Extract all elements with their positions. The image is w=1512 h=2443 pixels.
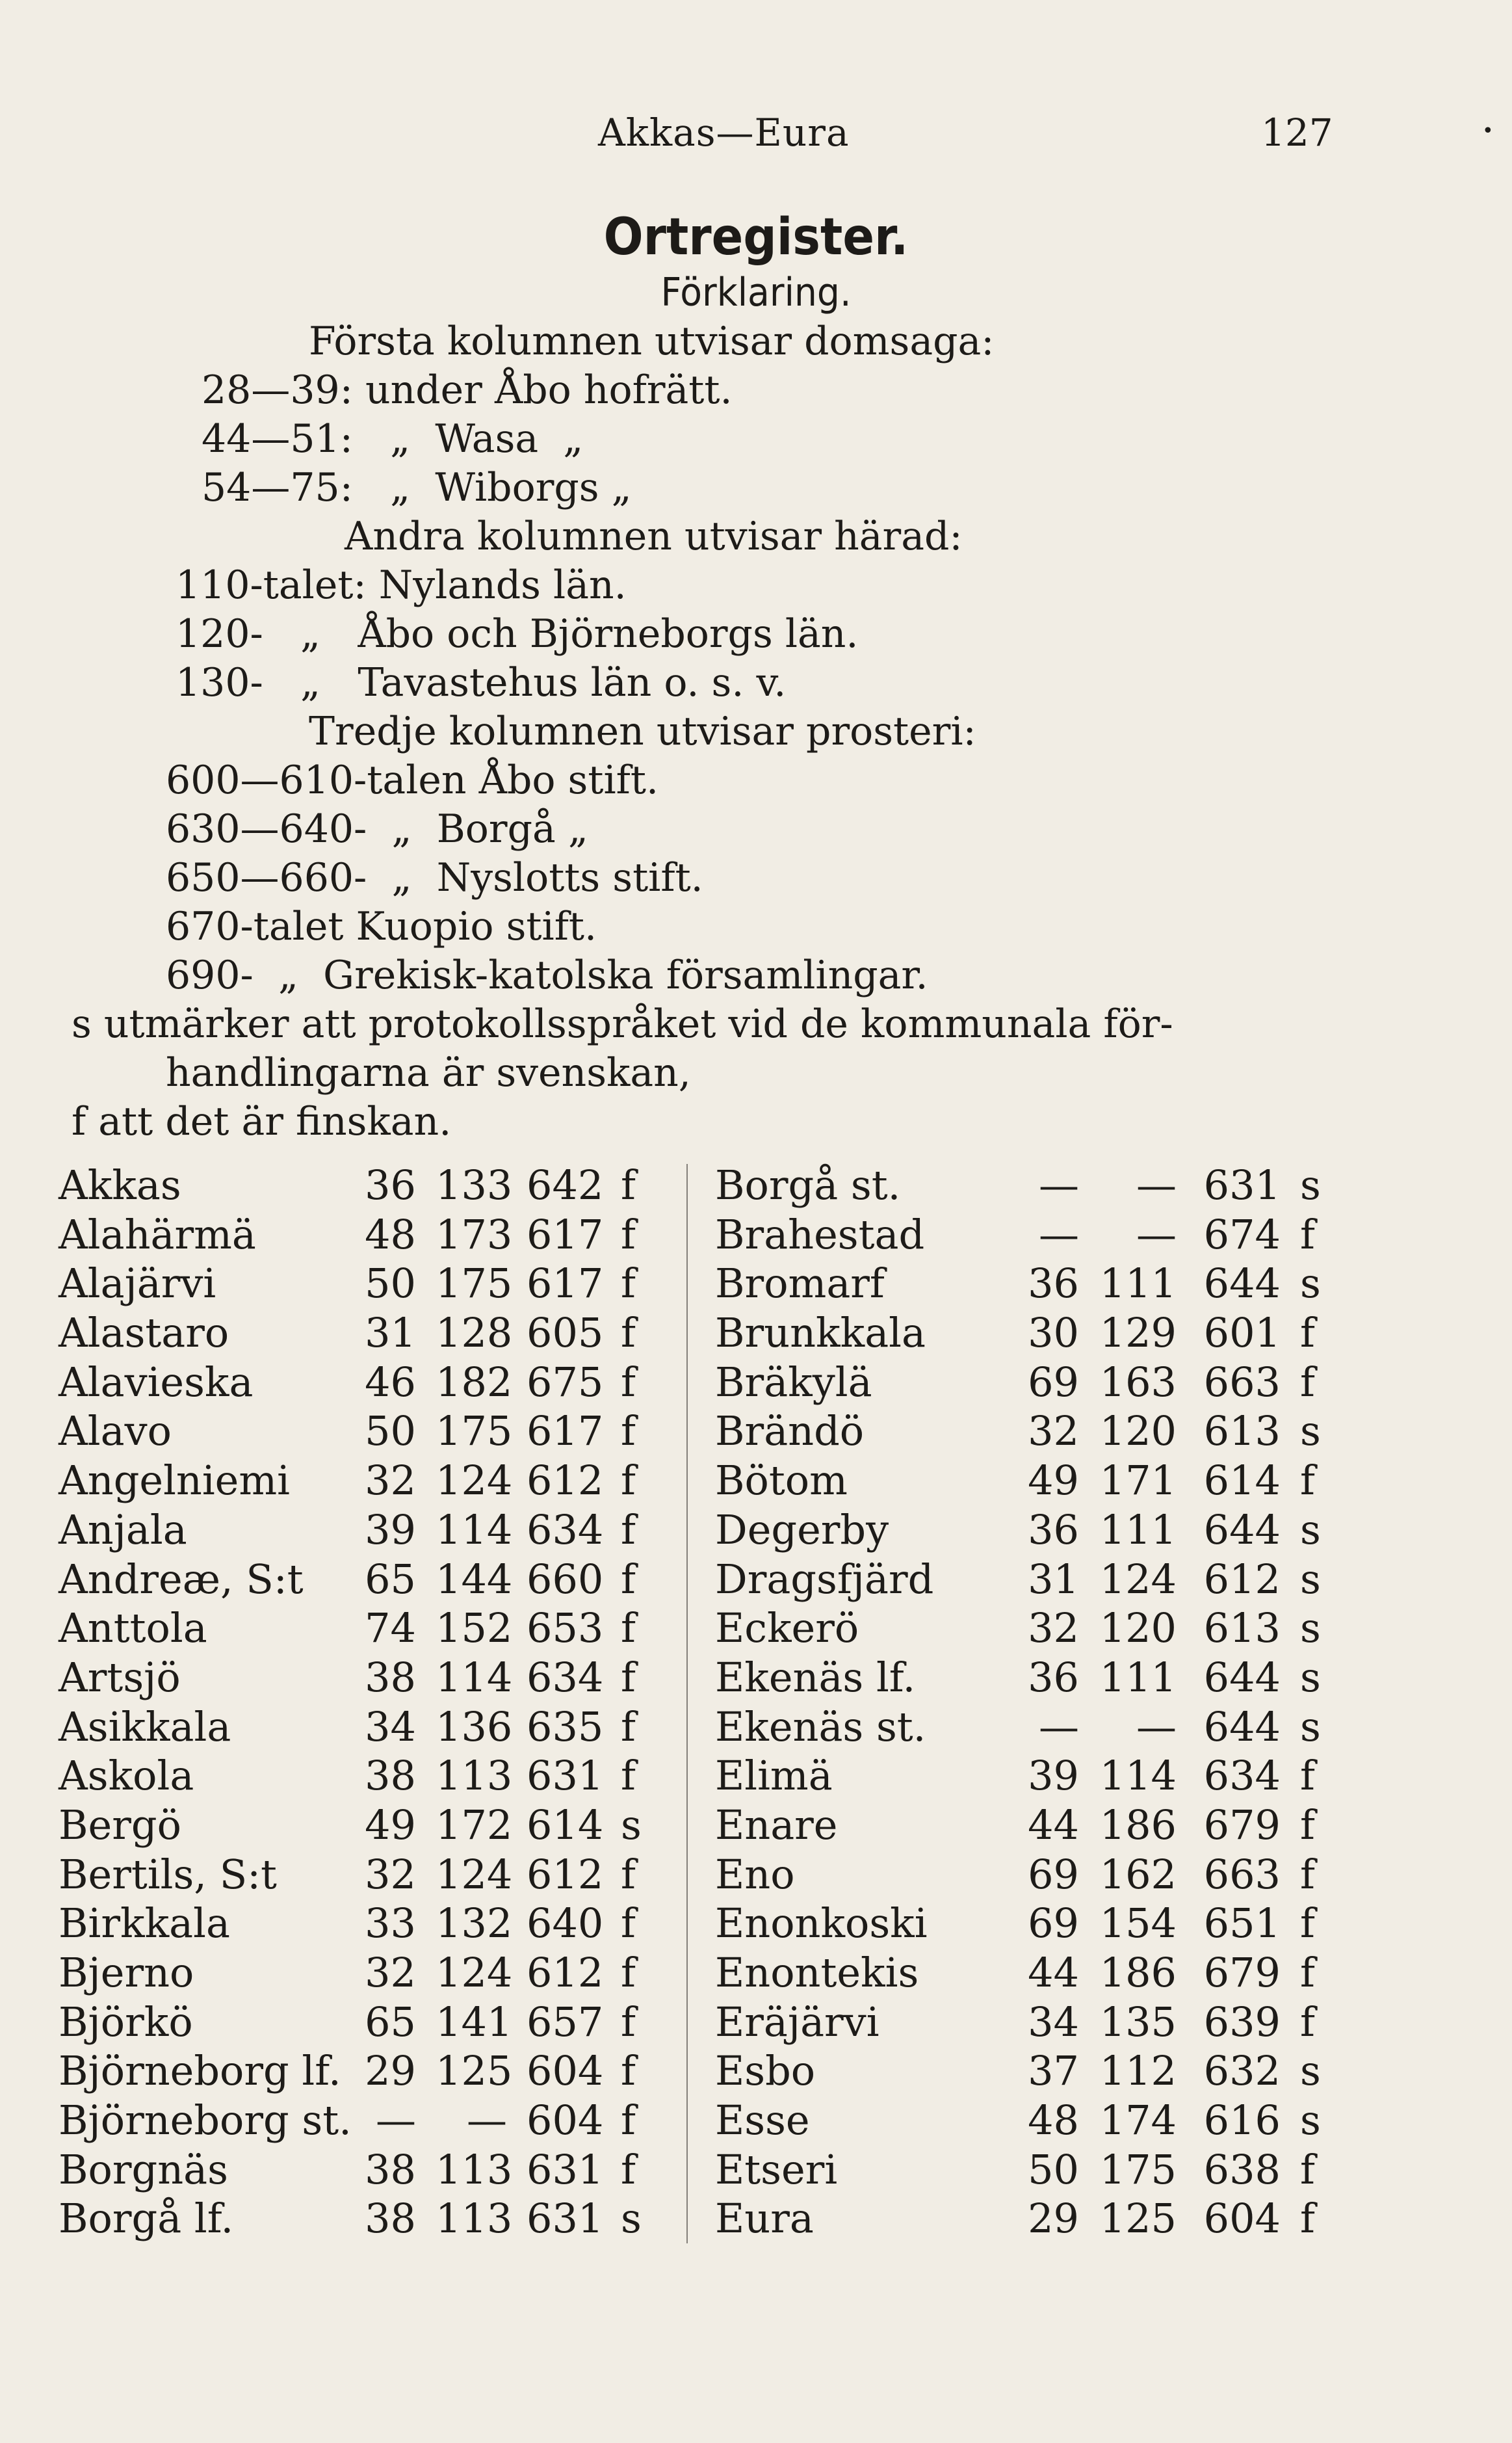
prosteri-number: 639 [1203, 1998, 1281, 2046]
language-code: f [621, 1260, 636, 1308]
domsaga-number: 31 [1028, 1555, 1079, 1603]
harad-number: 114 [1099, 1752, 1177, 1800]
register-row [59, 1406, 663, 1456]
register-row [715, 1210, 1463, 1260]
domsaga-number: 36 [1028, 1505, 1079, 1553]
prosteri-number: 651 [1203, 1899, 1281, 1948]
harad-number: 186 [1099, 1801, 1177, 1849]
domsaga-number: 46 [365, 1358, 416, 1406]
place-name: Alavo [59, 1407, 172, 1455]
domsaga-number: 37 [1028, 2047, 1079, 2095]
prosteri-number: 679 [1203, 1801, 1281, 1849]
register-row [715, 2194, 1463, 2243]
explanation-line: Första kolumnen utvisar domsaga: [309, 319, 995, 364]
harad-number: 175 [436, 1407, 513, 1455]
running-title: Akkas—Eura [598, 111, 850, 155]
explanation-line: 54—75: „ Wiborgs „ [202, 465, 632, 510]
language-code: f [621, 1407, 636, 1455]
domsaga-number: 39 [1028, 1752, 1079, 1800]
language-code: f [621, 1850, 636, 1898]
domsaga-number: 50 [365, 1260, 416, 1308]
place-name: Björneborg st. [59, 2096, 352, 2145]
harad-number: 152 [436, 1604, 513, 1652]
register-row [715, 2096, 1463, 2145]
explanation-line: Tredje kolumnen utvisar prosteri: [309, 709, 976, 754]
place-name: Anttola [59, 1604, 207, 1652]
language-code: f [621, 1998, 636, 2046]
language-code: f [621, 1752, 636, 1800]
domsaga-number: 69 [1028, 1358, 1079, 1406]
prosteri-number: 679 [1203, 1949, 1281, 1996]
domsaga-number: 44 [1028, 1801, 1079, 1849]
prosteri-number: 631 [527, 2145, 604, 2193]
place-name: Ekenäs lf. [715, 1653, 916, 1701]
harad-number: 141 [436, 1998, 513, 2046]
harad-number: 163 [1099, 1358, 1177, 1406]
place-name: Alavieska [59, 1358, 254, 1406]
harad-number: 112 [1099, 2047, 1177, 2095]
prosteri-number: 644 [1203, 1260, 1281, 1308]
register-row [59, 2145, 663, 2195]
language-code: f [621, 1210, 636, 1258]
explanation-line: 44—51: „ Wasa „ [202, 416, 584, 462]
harad-number: 174 [1099, 2096, 1177, 2145]
register-row [715, 1358, 1463, 1407]
language-code: f [621, 1358, 636, 1406]
register-row [59, 1505, 663, 1555]
prosteri-number: 614 [1203, 1457, 1281, 1505]
language-code: s [1300, 1555, 1321, 1603]
place-name: Akkas [59, 1161, 181, 1209]
page-number: 127 [1261, 111, 1333, 155]
domsaga-number: 32 [1028, 1604, 1079, 1652]
harad-number: 111 [1099, 1260, 1177, 1308]
prosteri-number: 674 [1203, 1210, 1281, 1258]
place-name: Brahestad [715, 1210, 925, 1258]
place-name: Artsjö [59, 1653, 181, 1701]
language-code: f [621, 2047, 636, 2095]
domsaga-number: 29 [365, 2047, 416, 2095]
place-name: Eno [715, 1850, 795, 1898]
prosteri-number: 604 [527, 2047, 604, 2095]
place-name: Enare [715, 1801, 838, 1849]
domsaga-number: 36 [365, 1161, 416, 1209]
prosteri-number: 632 [1203, 2047, 1281, 2095]
harad-number: 120 [1099, 1604, 1177, 1652]
register-row [59, 1161, 663, 1210]
register-left-column [59, 1161, 663, 2243]
language-code: f [1300, 1850, 1315, 1898]
domsaga-number: 38 [365, 1653, 416, 1701]
domsaga-number: 30 [1028, 1309, 1079, 1357]
domsaga-number: 69 [1028, 1850, 1079, 1898]
domsaga-number: 65 [365, 1998, 416, 2046]
language-code: s [1300, 1653, 1321, 1701]
register-row [59, 1259, 663, 1308]
place-name: Brändö [715, 1407, 865, 1455]
domsaga-number: 49 [1028, 1457, 1079, 1505]
place-name: Borgnäs [59, 2145, 228, 2193]
domsaga-number: — [1039, 1161, 1079, 1209]
language-code: f [1300, 1899, 1315, 1948]
harad-number: — [1136, 1161, 1177, 1209]
prosteri-number: 642 [527, 1161, 604, 1209]
harad-number: 129 [1099, 1309, 1177, 1357]
register-row [59, 1998, 663, 2047]
place-name: Bertils, S:t [59, 1850, 277, 1898]
prosteri-number: 614 [527, 1801, 604, 1849]
harad-number: 171 [1099, 1457, 1177, 1505]
explanation-line: handlingarna är svenskan, [166, 1050, 691, 1096]
domsaga-number: 38 [365, 1752, 416, 1800]
domsaga-number: 48 [1028, 2096, 1079, 2145]
domsaga-number: 34 [1028, 1998, 1079, 2046]
register-row [59, 1850, 663, 1899]
register-row [715, 1751, 1463, 1801]
explanation-line: 120- „ Åbo och Björneborgs län. [176, 611, 859, 657]
harad-number: 124 [436, 1457, 513, 1505]
language-code: f [1300, 1949, 1315, 1996]
register-title: Ortregister. [603, 208, 909, 267]
language-code: s [1300, 1505, 1321, 1553]
register-row [59, 2046, 663, 2096]
explanation-line: 650—660- „ Nyslotts stift. [166, 855, 703, 901]
prosteri-number: 601 [1203, 1309, 1281, 1357]
register-row [59, 1702, 663, 1752]
domsaga-number: 39 [365, 1505, 416, 1553]
place-name: Björkö [59, 1998, 193, 2046]
domsaga-number: 48 [365, 1210, 416, 1258]
prosteri-number: 663 [1203, 1358, 1281, 1406]
register-row [59, 1653, 663, 1702]
language-code: f [621, 2096, 636, 2145]
place-name: Ekenäs st. [715, 1702, 926, 1750]
register-row [715, 2145, 1463, 2195]
harad-number: — [1136, 1210, 1177, 1258]
language-code: f [1300, 1210, 1315, 1258]
place-name: Alastaro [59, 1309, 229, 1357]
prosteri-number: 644 [1203, 1702, 1281, 1750]
register-row [715, 1161, 1463, 1210]
prosteri-number: 613 [1203, 1604, 1281, 1652]
prosteri-number: 663 [1203, 1850, 1281, 1898]
language-code: s [621, 2195, 642, 2243]
place-name: Bjerno [59, 1949, 194, 1996]
harad-number: 113 [436, 2145, 513, 2193]
prosteri-number: 660 [527, 1555, 604, 1603]
harad-number: 136 [436, 1702, 513, 1750]
language-code: f [621, 2145, 636, 2193]
language-code: s [1300, 1407, 1321, 1455]
harad-number: 144 [436, 1555, 513, 1603]
prosteri-number: 605 [527, 1309, 604, 1357]
prosteri-number: 657 [527, 1998, 604, 2046]
harad-number: 111 [1099, 1505, 1177, 1553]
domsaga-number: 38 [365, 2195, 416, 2243]
place-name: Eura [715, 2195, 814, 2243]
harad-number: 135 [1099, 1998, 1177, 2046]
harad-number: 133 [436, 1161, 513, 1209]
register-row [715, 1702, 1463, 1752]
harad-number: 113 [436, 1752, 513, 1800]
prosteri-number: 634 [527, 1653, 604, 1701]
domsaga-number: 31 [365, 1309, 416, 1357]
prosteri-number: 653 [527, 1604, 604, 1652]
prosteri-number: 612 [527, 1850, 604, 1898]
domsaga-number: 50 [365, 1407, 416, 1455]
register-row [715, 1308, 1463, 1358]
domsaga-number: 74 [365, 1604, 416, 1652]
place-name: Bergö [59, 1801, 181, 1849]
place-name: Alajärvi [59, 1260, 216, 1308]
harad-number: 173 [436, 1210, 513, 1258]
prosteri-number: 634 [527, 1505, 604, 1553]
place-name: Esbo [715, 2047, 816, 2095]
domsaga-number: 33 [365, 1899, 416, 1948]
register-row [59, 1210, 663, 1260]
domsaga-number: 32 [1028, 1407, 1079, 1455]
language-code: f [1300, 1998, 1315, 2046]
language-code: f [1300, 1309, 1315, 1357]
explanation-line: 600—610-talen Åbo stift. [166, 758, 659, 803]
place-name: Bräkylä [715, 1358, 872, 1406]
prosteri-number: 617 [527, 1260, 604, 1308]
prosteri-number: 612 [527, 1457, 604, 1505]
register-row [59, 1456, 663, 1505]
prosteri-number: 617 [527, 1407, 604, 1455]
prosteri-number: 634 [1203, 1752, 1281, 1800]
register-row [59, 1358, 663, 1407]
language-code: f [621, 1653, 636, 1701]
prosteri-number: 640 [527, 1899, 604, 1948]
language-code: f [1300, 1801, 1315, 1849]
place-name: Etseri [715, 2145, 838, 2193]
prosteri-number: 644 [1203, 1653, 1281, 1701]
register-row [715, 1850, 1463, 1899]
language-code: f [621, 1457, 636, 1505]
register-row [715, 1899, 1463, 1948]
prosteri-number: 604 [527, 2096, 604, 2145]
place-name: Brunkkala [715, 1309, 926, 1357]
prosteri-number: 631 [1203, 1161, 1281, 1209]
harad-number: 154 [1099, 1899, 1177, 1948]
register-row [59, 1604, 663, 1653]
harad-number: 128 [436, 1309, 513, 1357]
harad-number: 182 [436, 1358, 513, 1406]
domsaga-number: 50 [1028, 2145, 1079, 2193]
place-name: Eräjärvi [715, 1998, 880, 2046]
language-code: f [621, 1161, 636, 1209]
harad-number: 111 [1099, 1653, 1177, 1701]
domsaga-number: — [376, 2096, 416, 2145]
language-code: f [1300, 1457, 1315, 1505]
register-row [59, 1308, 663, 1358]
harad-number: 113 [436, 2195, 513, 2243]
register-row [715, 1801, 1463, 1850]
place-name: Degerby [715, 1505, 889, 1553]
prosteri-number: 644 [1203, 1505, 1281, 1553]
register-row [715, 1456, 1463, 1505]
domsaga-number: 49 [365, 1801, 416, 1849]
register-right-column [715, 1161, 1463, 2243]
explanation-line: 130- „ Tavastehus län o. s. v. [176, 660, 787, 706]
prosteri-number: 616 [1203, 2096, 1281, 2145]
harad-number: 132 [436, 1899, 513, 1948]
register-row [59, 1555, 663, 1604]
prosteri-number: 604 [1203, 2195, 1281, 2243]
harad-number: 175 [436, 1260, 513, 1308]
place-name: Asikkala [59, 1702, 231, 1750]
language-code: f [1300, 2195, 1315, 2243]
domsaga-number: 36 [1028, 1260, 1079, 1308]
prosteri-number: 675 [527, 1358, 604, 1406]
place-name: Eckerö [715, 1604, 859, 1652]
place-name: Enonkoski [715, 1899, 928, 1948]
place-name: Anjala [59, 1505, 187, 1553]
place-name: Björneborg lf. [59, 2047, 341, 2095]
language-code: f [621, 1505, 636, 1553]
prosteri-number: 612 [527, 1949, 604, 1996]
place-name: Angelniemi [59, 1457, 290, 1505]
place-name: Esse [715, 2096, 810, 2145]
place-name: Andreæ, S:t [59, 1555, 304, 1603]
harad-number: 125 [436, 2047, 513, 2095]
register-row [59, 1751, 663, 1801]
prosteri-number: 631 [527, 2195, 604, 2243]
harad-number: 175 [1099, 2145, 1177, 2193]
language-code: f [621, 1309, 636, 1357]
running-header [0, 111, 1512, 163]
domsaga-number: 44 [1028, 1949, 1079, 1996]
prosteri-number: 635 [527, 1702, 604, 1750]
place-name: Elimä [715, 1752, 833, 1800]
column-divider [686, 1164, 688, 2243]
harad-number: 114 [436, 1653, 513, 1701]
domsaga-number: 36 [1028, 1653, 1079, 1701]
harad-number: 162 [1099, 1850, 1177, 1898]
explanation-line: 28—39: under Åbo hofrätt. [202, 367, 733, 413]
register-row [715, 1998, 1463, 2047]
register-row [715, 1653, 1463, 1702]
language-code: s [1300, 1260, 1321, 1308]
register-row [59, 1948, 663, 1998]
prosteri-number: 631 [527, 1752, 604, 1800]
domsaga-number: — [1039, 1702, 1079, 1750]
domsaga-number: 65 [365, 1555, 416, 1603]
register-row [59, 2194, 663, 2243]
register-row [715, 1259, 1463, 1308]
language-code: s [621, 1801, 642, 1849]
register-row [715, 1505, 1463, 1555]
harad-number: 186 [1099, 1949, 1177, 1996]
harad-number: — [467, 2096, 507, 2145]
place-name: Borgå st. [715, 1161, 901, 1209]
prosteri-number: 612 [1203, 1555, 1281, 1603]
harad-number: 124 [436, 1850, 513, 1898]
language-code: s [1300, 2096, 1321, 2145]
language-code: f [1300, 1358, 1315, 1406]
place-name: Birkkala [59, 1899, 230, 1948]
explanation-line: 110-talet: Nylands län. [176, 562, 627, 608]
register-row [715, 1555, 1463, 1604]
prosteri-number: 617 [527, 1210, 604, 1258]
explanation-line: 630—640- „ Borgå „ [166, 806, 588, 852]
domsaga-number: 29 [1028, 2195, 1079, 2243]
language-code: s [1300, 1161, 1321, 1209]
place-name: Bötom [715, 1457, 848, 1505]
harad-number: 120 [1099, 1407, 1177, 1455]
explanation-line: 690- „ Grekisk-katolska församlingar. [166, 953, 928, 998]
prosteri-number: 638 [1203, 2145, 1281, 2193]
place-name: Alahärmä [59, 1210, 256, 1258]
domsaga-number: 38 [365, 2145, 416, 2193]
place-name: Dragsfjärd [715, 1555, 934, 1603]
harad-number: 124 [436, 1949, 513, 1996]
register-row [715, 1604, 1463, 1653]
harad-number: 125 [1099, 2195, 1177, 2243]
domsaga-number: — [1039, 1210, 1079, 1258]
domsaga-number: 32 [365, 1457, 416, 1505]
language-code: s [1300, 1702, 1321, 1750]
language-code: s [1300, 2047, 1321, 2095]
margin-mark: • [1482, 120, 1494, 142]
prosteri-number: 613 [1203, 1407, 1281, 1455]
place-name: Enontekis [715, 1949, 919, 1996]
harad-number: 114 [436, 1505, 513, 1553]
language-code: f [621, 1702, 636, 1750]
domsaga-number: 34 [365, 1702, 416, 1750]
language-code: f [621, 1604, 636, 1652]
harad-number: 124 [1099, 1555, 1177, 1603]
domsaga-number: 69 [1028, 1899, 1079, 1948]
harad-number: — [1136, 1702, 1177, 1750]
register-row [59, 1899, 663, 1948]
place-name: Bromarf [715, 1260, 885, 1308]
place-name: Askola [59, 1752, 194, 1800]
language-code: f [1300, 1752, 1315, 1800]
register-row [59, 2096, 663, 2145]
explanation-line: f att det är finskan. [72, 1099, 452, 1144]
harad-number: 172 [436, 1801, 513, 1849]
language-code: f [621, 1949, 636, 1996]
language-code: f [621, 1555, 636, 1603]
register-row [59, 1801, 663, 1850]
explanation-line: 670-talet Kuopio stift. [166, 904, 597, 949]
explanation-line: Andra kolumnen utvisar härad: [345, 514, 963, 559]
place-name: Borgå lf. [59, 2195, 234, 2243]
explanation-heading: Förklaring. [660, 270, 852, 315]
register-row [715, 2046, 1463, 2096]
language-code: s [1300, 1604, 1321, 1652]
register-row [715, 1948, 1463, 1998]
language-code: f [1300, 2145, 1315, 2193]
domsaga-number: 32 [365, 1850, 416, 1898]
explanation-line: s utmärker att protokollsspråket vid de kommunala för- [72, 1001, 1173, 1047]
domsaga-number: 32 [365, 1949, 416, 1996]
register-row [715, 1406, 1463, 1456]
language-code: f [621, 1899, 636, 1948]
